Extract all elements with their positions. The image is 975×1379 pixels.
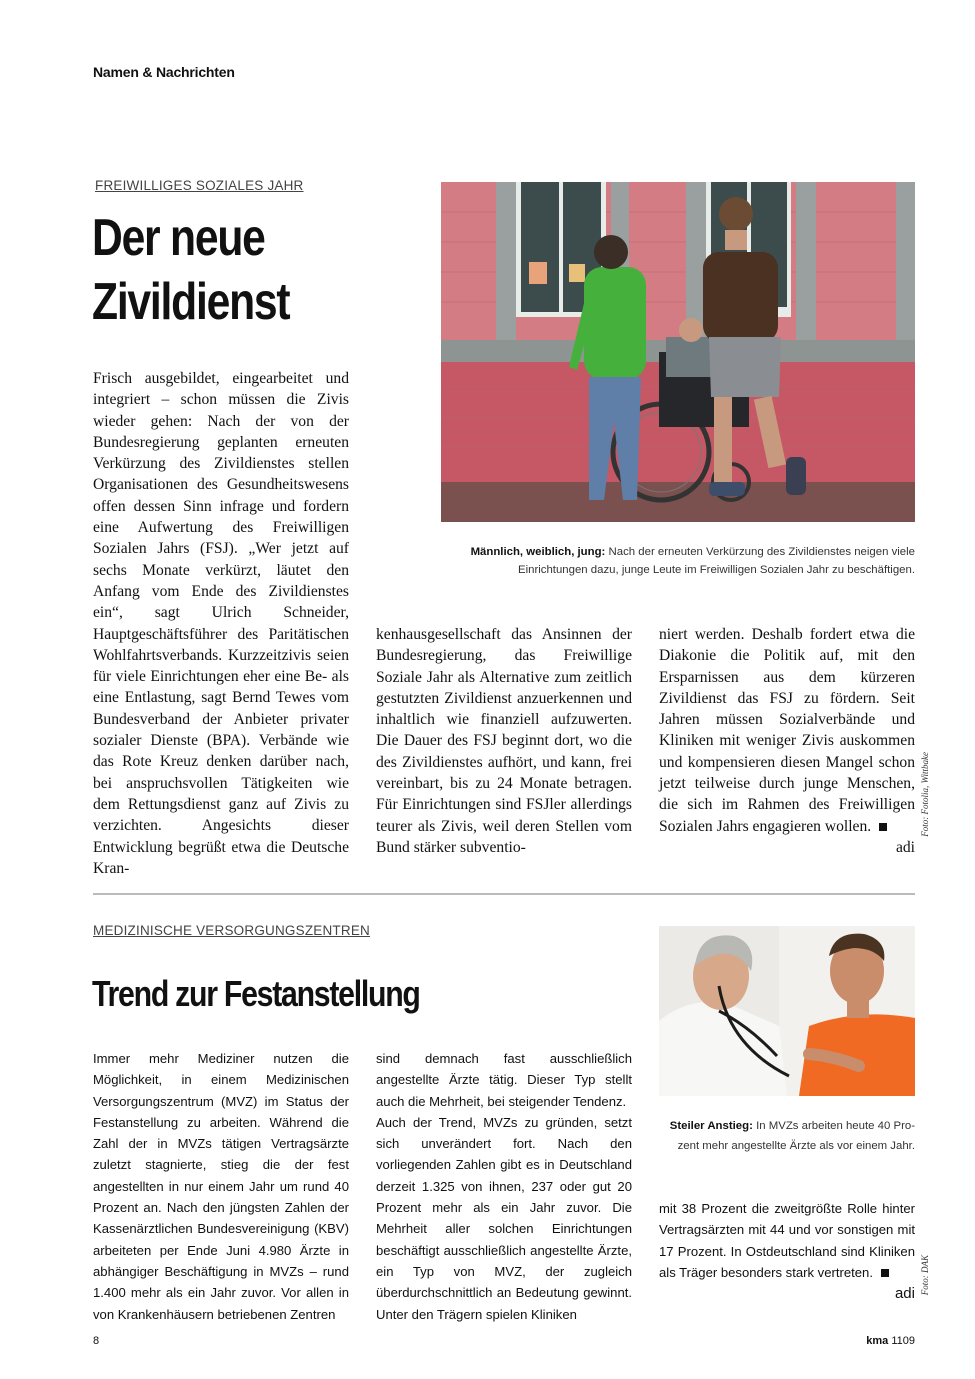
article1-column-1: Frisch ausgebildet, eingearbeitet und integriert – schon müssen die Zivis wieder gehen: Nach der von der Bundesregierung geplanten erneuten Verkürzung des Zivildienstes stellen Organisationen des Gesundheitswesens offen dessen Sinn infrage und fordern eine Aufwertung des Freiwilligen Sozialen Jahrs (FSJ). „Wer jetzt auf sechs Monate verkürzt, läutet den Anfang vom Ende des Zivildienstes ein“, sagt Ulrich Schneider, Hauptgeschäftsführer des Paritätischen Wohlfahrtsverbands. Kurzzeitzivis seien für viele Einrichtungen eher eine Be- als eine Entlastung, sagt Bernd Tewes vom Bundesverband der Anbieter privater sozialer Dienste (BPA). Verbände wie das Rote Kreuz denken darüber nach, bei anspruchsvollen Tätigkeiten wie dem Rettungsdienst ganz auf Zivis zu verzichten. Angesichts dieser Entwicklung begrüßt etwa die Deutsche Kran- [93,370,349,877]
article2-photo-credit: Foto: DAK [920,1255,930,1296]
article1-title-line1: Der neue [92,209,265,267]
brand-logo: kma [866,1335,889,1347]
page-number: 8 [93,1335,100,1347]
article2-column-3-text: mit 38 Prozent die zweitgrößte Rolle hinter Vertragsärzten mit 44 und vor sonstigen mit 17 Prozent. In Ostdeutschland sind Kliniken als Träger besonders stark vertreten. [659,1201,915,1280]
article2-kicker: MEDIZINISCHE VERSORGUNGSZENTREN [93,923,370,938]
section-label: Namen & Nachrichten [93,64,235,80]
section-divider [93,893,915,895]
article1-title [92,206,289,334]
article2-column-2-para1: sind demnach fast ausschließlich angestellte Ärzte tätig. Dieser Typ stellt auch die Mehrheit, bei steigender Tendenz. [376,1051,632,1109]
article2-column-3 [659,1198,915,1304]
article2-photo [659,926,915,1096]
doctor-patient-illustration [659,926,915,1096]
end-mark-icon [881,1269,889,1277]
article1-column-2: kenhausgesellschaft das Ansinnen der Bundesregierung, das Freiwillige Soziale Jahr als Alternative zum zeitlich gestutzten Zivildienst anzuerkennen und inhaltlich wie finanziell aufzuwerten. Die Dauer des FSJ beginnt dort, wo die des Zivildienstes aufhört, und kann, frei vereinbart, bis zu 24 Monate betragen. Für Einrichtungen sind FSJler allerdings teurer als Zivis, weil deren Stellen vom Bund stärker subventio- [376,626,632,856]
article2-caption-line1: In MVZs arbeiten heute 40 Pro- [756,1120,915,1132]
article1-kicker: FREIWILLIGES SOZIALES JAHR [95,178,304,193]
article1-caption-lead: Männlich, weiblich, jung: [470,546,606,558]
footer-brand [852,1335,915,1347]
article1-column-3-text: niert werden. Deshalb fordert etwa die Diakonie die Politik auf, mit den Ersparnissen aus dem kürzeren Zivildienst das FSJ zu fördern. Seit Jahren müssen Sozialverbände und Kliniken mit weniger Zivis auskommen und kompensieren diesen Mangel schon jetzt teilweise durch junge Menschen, die sich im Rahmen des Freiwilligen Sozialen Jahrs engagieren wollen. [659,626,915,835]
article2-caption-line2: zent mehr angestellte Ärzte als vor einem Jahr. [677,1140,915,1152]
article2-signature: adi [894,1285,915,1303]
article1-caption-line1: Nach der erneuten Verkürzung des Zivildienstes neigen viele [608,546,915,558]
article1-caption-line2: Einrichtungen dazu, junge Leute im Freiwilligen Sozialen Jahr zu beschäftigen. [517,564,915,576]
article1-title-line2: Zivildienst [92,273,290,331]
article2-column-2 [376,1048,632,1325]
article1-photo [441,182,915,522]
article1-caption [441,543,915,579]
wheelchair-scene-illustration [441,182,915,522]
article2-column-1: Immer mehr Mediziner nutzen die Möglichkeit, in einem Medizinischen Versorgungszentrum (MVZ) im Status der Festanstellung zu arbeiten. Während die Zahl der in MVZs tätigen Vertragsärzte zuletzt stagnierte, stieg die der fest angestellten in nur einem Jahr um rund 40 Prozent an. Nach den jüngsten Zahlen der Kassenärztlichen Bundesvereinigung (KBV) arbeiteten per Ende Juni 4.980 Ärzte in abhängiger Beschäftigung in MVZs – rund 1.400 mehr als ein Jahr zuvor. Vor allen in von Krankenhäusern betriebenen Zentren [93,1051,349,1322]
article2-title: Trend zur Festanstellung [92,973,420,1014]
article2-caption-lead: Steiler Anstieg: [669,1120,753,1132]
article2-caption [659,1116,915,1156]
article1-photo-credit: Foto: Fotolia, Wittbake [920,752,930,837]
article1-column-3 [659,624,915,858]
article2-column-2-para2: Auch der Trend, MVZs zu gründen, setzt sich unverändert fort. Nach den vorliegenden Zahlen gibt es in Deutschland derzeit 1.325 von ihnen, 237 oder gut 20 Prozent mehr als ein Jahr zuvor. Die Mehrheit aller solchen Einrichtungen beschäftigt ausschließlich angestellte Ärzte, ein Typ von MVZ, der zugleich überdurchschnittlich an Bedeutung gewinnt. Unter den Trägern spielen Kliniken [376,1114,632,1322]
article1-signature: adi [895,838,915,856]
end-mark-icon [879,823,887,831]
issue-number: 1109 [891,1335,915,1347]
